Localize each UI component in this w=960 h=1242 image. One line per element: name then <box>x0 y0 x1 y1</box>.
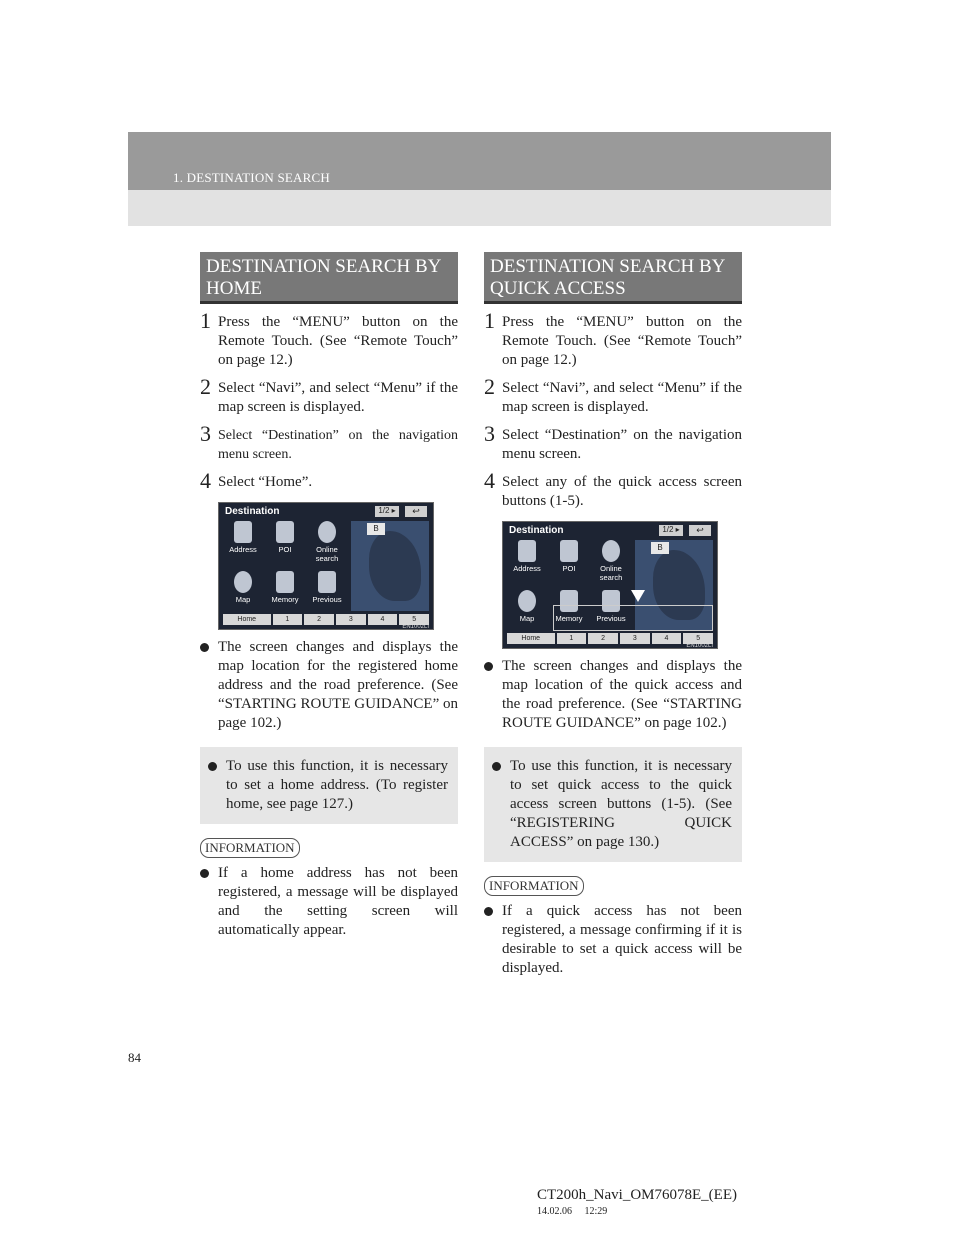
bullet-icon <box>484 662 493 671</box>
memory-button: Memory <box>265 571 305 604</box>
building-icon <box>560 540 578 562</box>
left-section-title: DESTINATION SEARCH BY HOME <box>200 252 458 304</box>
right-section-title: DESTINATION SEARCH BY QUICK ACCESS <box>484 252 742 304</box>
b-badge: B <box>651 542 669 554</box>
image-code: EN1002LI <box>402 624 429 630</box>
highlight-frame <box>553 605 713 631</box>
page-indicator: 1/2 ▸ <box>659 525 683 536</box>
step: 1 Press the “MENU” button on the Remote Touch. (See “Remote Touch” on page 12.) <box>484 308 742 368</box>
poi-button: POI <box>549 540 589 573</box>
bullet-icon <box>484 907 493 916</box>
step: 1 Press the “MENU” button on the Remote Touch. (See “Remote Touch” on page 12.) <box>200 308 458 368</box>
information-label: INFORMATION <box>200 838 300 858</box>
document-id: CT200h_Navi_OM76078E_(EE) <box>537 1187 737 1203</box>
globe-icon <box>602 540 620 562</box>
map-button: Map <box>223 571 263 604</box>
address-book-icon <box>234 521 252 543</box>
step: 3 Select “Destination” on the navigation menu screen. <box>484 421 742 462</box>
screen-title: Destination <box>509 525 564 536</box>
note-box: To use this function, it is necessary to set quick access to the quick access screen buttons (1-5). (See “REGISTERING QUICK ACCESS” on page 130.) <box>484 747 742 862</box>
information-label: INFORMATION <box>484 876 584 896</box>
step: 2 Select “Navi”, and select “Menu” if the map screen is displayed. <box>200 374 458 415</box>
previous-map-icon <box>318 571 336 593</box>
section-header: 1. DESTINATION SEARCH <box>173 170 330 185</box>
bullet-icon <box>200 643 209 652</box>
right-column <box>484 252 742 978</box>
step: 3 Select “Destination” on the navigation menu screen. <box>200 421 458 462</box>
poi-button: POI <box>265 521 305 554</box>
destination-screen-image <box>218 502 434 630</box>
address-button: Address <box>223 521 263 554</box>
globe-icon <box>318 521 336 543</box>
step: 2 Select “Navi”, and select “Menu” if the map screen is displayed. <box>484 374 742 415</box>
address-book-icon <box>518 540 536 562</box>
previous-button: Previous <box>307 571 347 604</box>
quick-access-bar: Home 1 2 3 4 5 <box>507 633 713 644</box>
step: 4 Select any of the quick access screen buttons (1-5). <box>484 468 742 509</box>
left-column <box>200 252 458 940</box>
b-badge: B <box>367 523 385 535</box>
quick-access-screen-image <box>502 521 718 649</box>
screen-title: Destination <box>225 506 280 517</box>
online-search-button: Online search <box>591 540 631 582</box>
back-icon: ↩ <box>405 506 427 517</box>
info-text: If a quick access has not been registered, a message confirming if it is desirable to set a quick access will be displayed. <box>484 902 742 978</box>
back-icon: ↩ <box>689 525 711 536</box>
compass-icon <box>234 571 252 593</box>
address-button: Address <box>507 540 547 573</box>
bullet-icon <box>492 762 501 771</box>
map-button: Map <box>507 590 547 623</box>
quick-access-bar: Home 1 2 3 4 5 <box>223 614 429 625</box>
bullet-icon <box>208 762 217 771</box>
bullet-icon <box>200 869 209 878</box>
result-text: The screen changes and displays the map location for the registered home address and the road preference. (See “STARTING ROUTE GUIDANCE” on page 102.) <box>200 638 458 733</box>
info-text: If a home address has not been registered, a message will be displayed and the setting screen will automatically appear. <box>200 864 458 940</box>
compass-icon <box>518 590 536 612</box>
page-indicator: 1/2 ▸ <box>375 506 399 517</box>
page-number: 84 <box>128 1050 141 1065</box>
memory-button: Memory <box>549 590 589 623</box>
online-search-button: Online search <box>307 521 347 563</box>
europe-map-shape <box>369 531 421 601</box>
map-thumbnail <box>351 521 429 611</box>
step: 4 Select “Home”. <box>200 468 313 493</box>
previous-button: Previous <box>591 590 631 623</box>
flag-icon <box>276 571 294 593</box>
down-arrow-icon <box>631 590 645 602</box>
header-subband <box>128 190 831 226</box>
result-text: The screen changes and displays the map location of the quick access and the road preference. (See “STARTING ROUTE GUIDANCE” on page 102.) <box>484 657 742 733</box>
building-icon <box>276 521 294 543</box>
image-code: EN1002LI <box>686 643 713 649</box>
timestamp: 14.02.06 12:29 <box>537 1206 608 1217</box>
note-box: To use this function, it is necessary to set a home address. (To register home, see page 127.) <box>200 747 458 824</box>
